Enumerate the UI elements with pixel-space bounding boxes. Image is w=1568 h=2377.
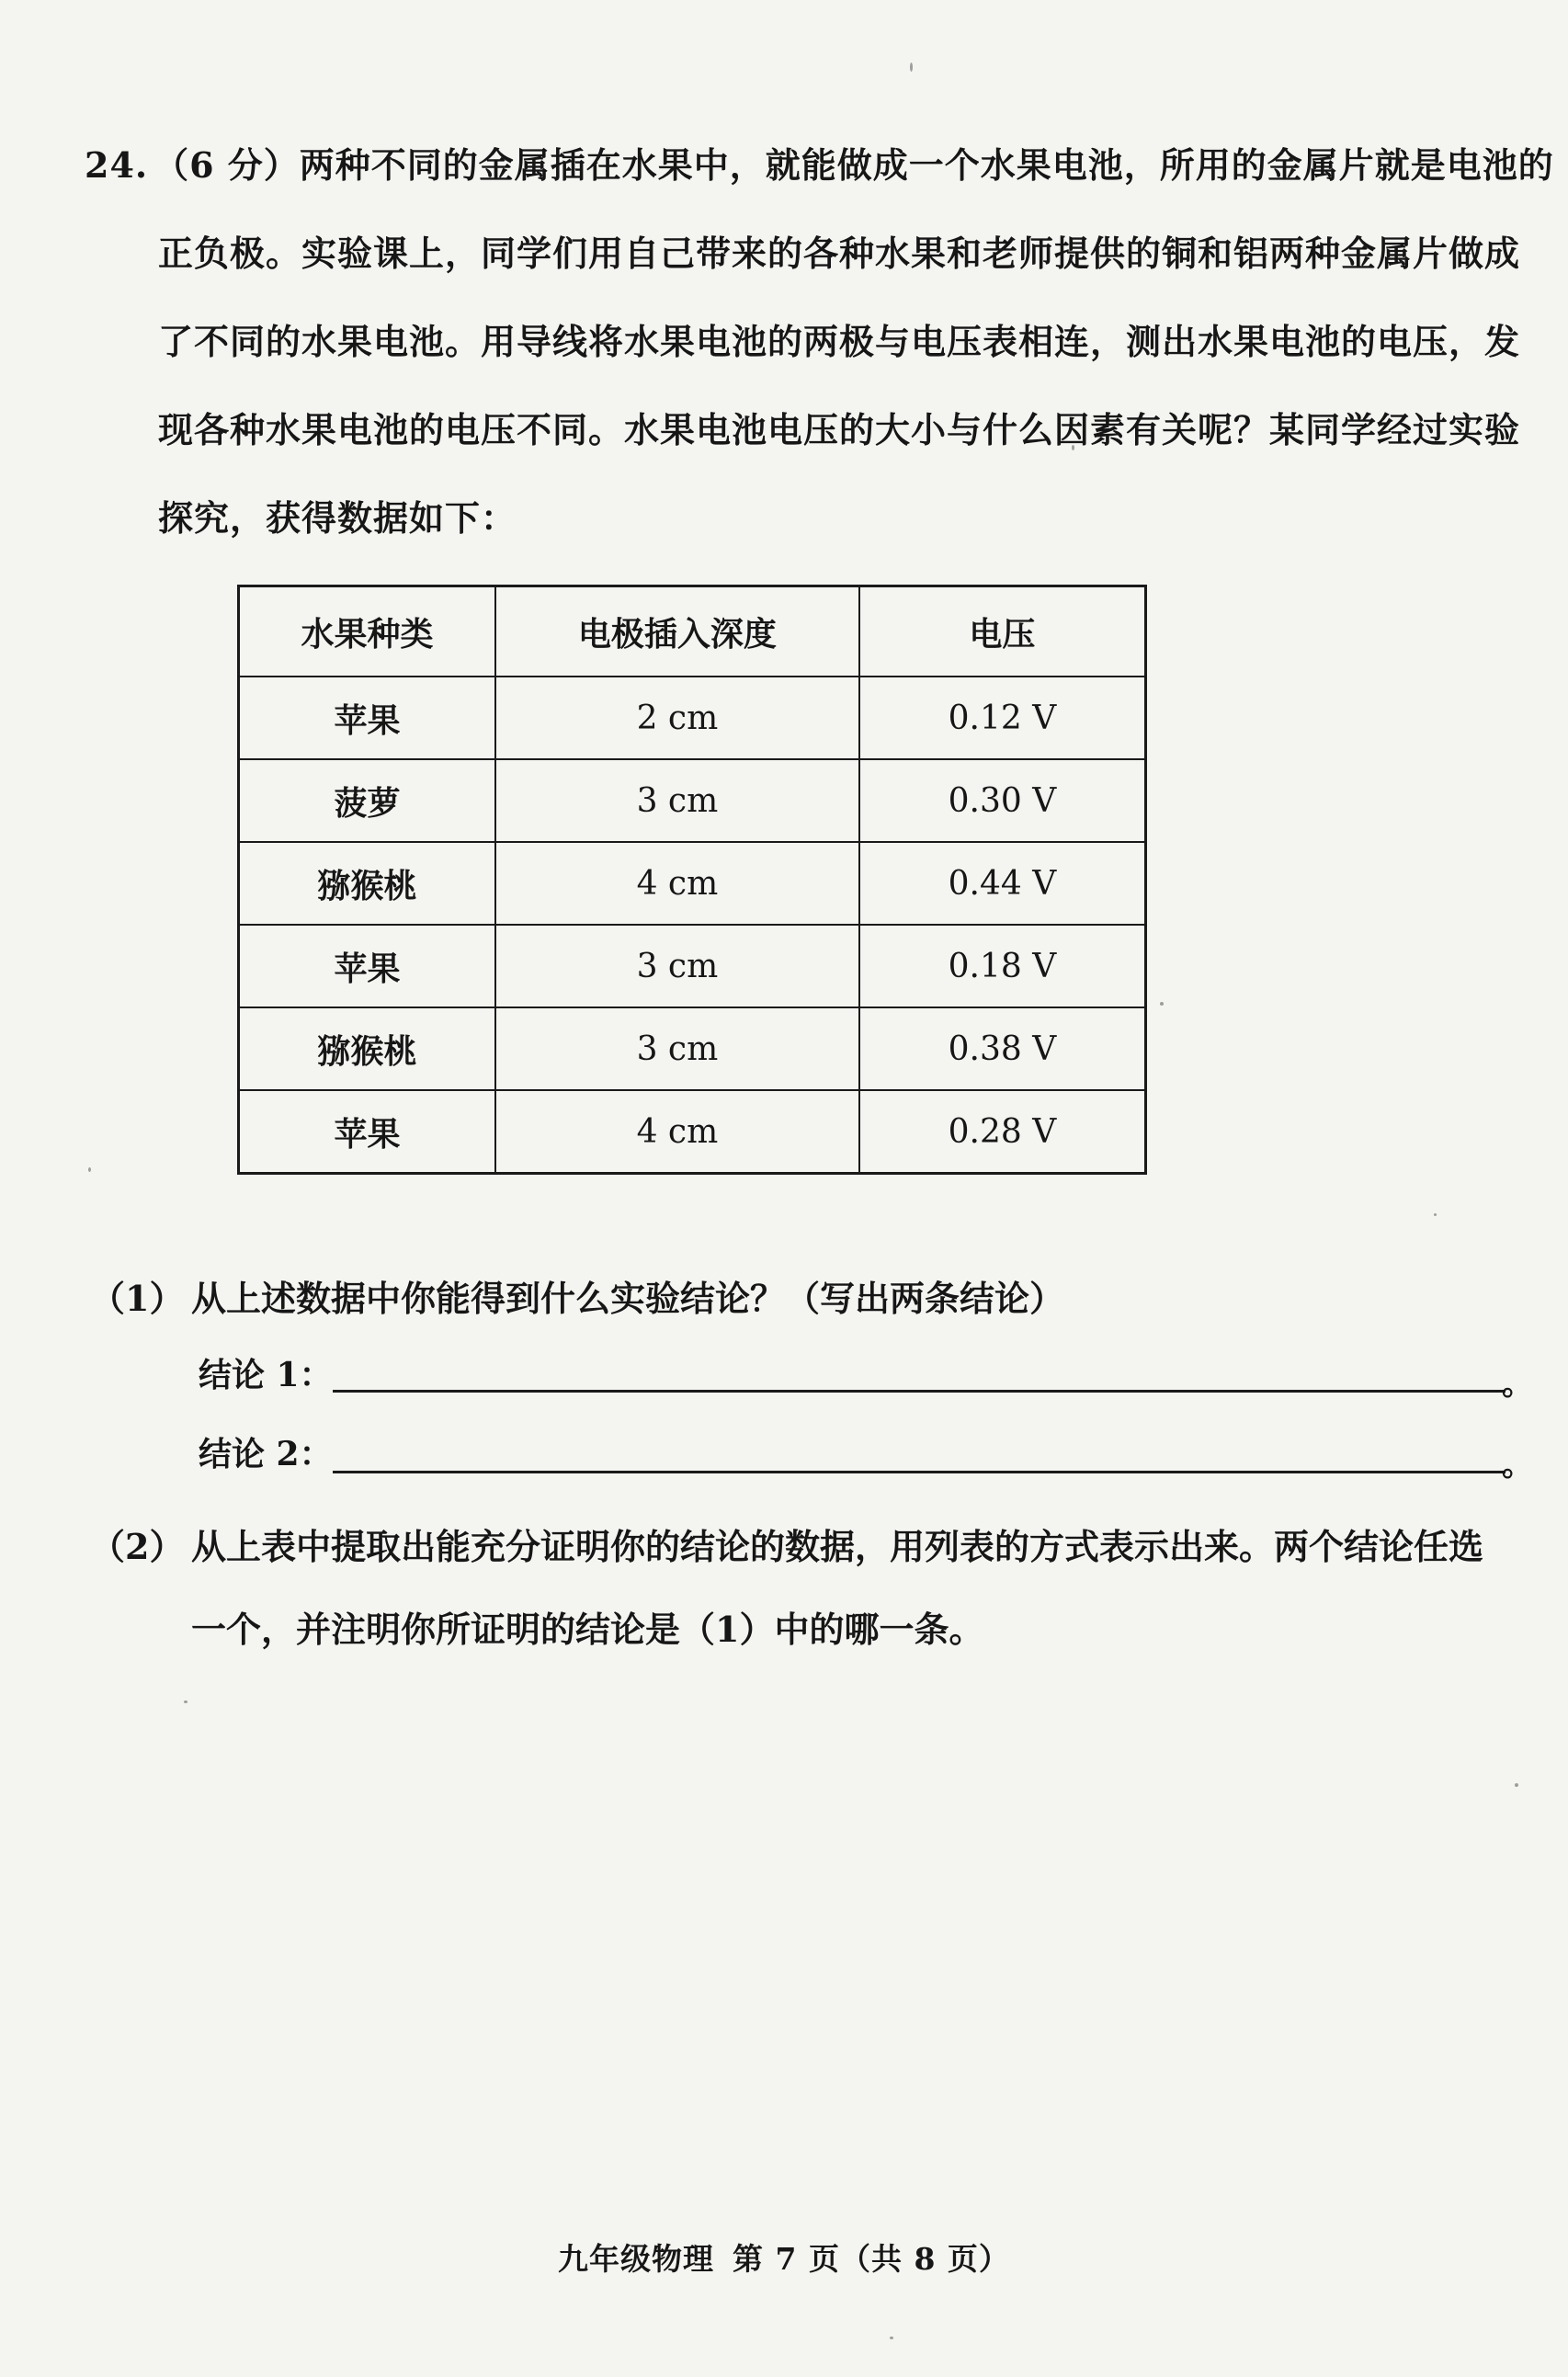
cell-voltage: 0.18 V [859,925,1146,1007]
cell-fruit: 猕猴桃 [239,1007,496,1090]
question-score: （6 分） [153,144,300,186]
question-intro-line: 了不同的水果电池。用导线将水果电池的两极与电压表相连，测出水果电池的电压，发 [158,321,1521,362]
part1-text: 从上述数据中你能得到什么实验结论？（写出两条结论） [191,1278,1065,1319]
part2-question [90,1518,1483,1569]
cell-depth: 3 cm [495,759,859,842]
cell-voltage: 0.30 V [859,759,1146,842]
footer-subject: 九年级物理 [558,2241,715,2277]
table-row [239,1090,1146,1174]
scan-speck [1160,1002,1164,1006]
cell-fruit: 菠萝 [239,759,496,842]
cell-voltage: 0.28 V [859,1090,1146,1174]
conclusion1-answer-line[interactable] [333,1390,1506,1393]
part2-question-continued [191,1601,983,1652]
cell-depth: 4 cm [495,842,859,925]
part2-text-line2: 一个，并注明你所证明的结论是（1）中的哪一条。 [191,1609,984,1650]
part1-marker: （1） [90,1278,185,1319]
cell-fruit: 苹果 [239,925,496,1007]
conclusion2-label: 结论 2： [199,1435,333,1473]
scan-speck [1434,1213,1437,1216]
table-row [239,925,1146,1007]
cell-depth: 3 cm [495,925,859,1007]
cell-voltage: 0.44 V [859,842,1146,925]
table-row [239,677,1146,759]
cell-voltage: 0.38 V [859,1007,1146,1090]
cell-fruit: 猕猴桃 [239,842,496,925]
table-header-row [239,586,1146,677]
cell-depth: 3 cm [495,1007,859,1090]
cell-depth: 2 cm [495,677,859,759]
page-footer [0,2235,1568,2279]
table-row [239,842,1146,925]
question-intro-line: 现各种水果电池的电压不同。水果电池电压的大小与什么因素有关呢？某同学经过实验 [158,409,1521,450]
part2-marker: （2） [90,1526,185,1567]
conclusion1-label: 结论 1： [199,1356,333,1394]
header-electrode-depth: 电极插入深度 [495,586,859,677]
cell-voltage: 0.12 V [859,677,1146,759]
question-first-line [85,121,1554,210]
question-intro-line: 两种不同的金属插在水果中，就能做成一个水果电池，所用的金属片就是电池的 [299,144,1554,186]
cell-depth: 4 cm [495,1090,859,1174]
header-fruit-type: 水果种类 [239,586,496,677]
question-intro-line: 正负极。实验课上，同学们用自己带来的各种水果和老师提供的铜和铝两种金属片做成 [158,233,1521,274]
part1-question [90,1270,1064,1321]
table-row [239,1007,1146,1090]
scan-speck [184,1700,187,1703]
cell-fruit: 苹果 [239,1090,496,1174]
part2-text-line1: 从上表中提取出能充分证明你的结论的数据，用列表的方式表示出来。两个结论任选 [191,1526,1484,1567]
conclusion2-answer-line[interactable] [333,1471,1506,1473]
conclusion1-end-mark: 。 [1502,1366,1533,1403]
question-intro-line: 探究，获得数据如下： [158,497,517,539]
scan-speck [910,63,913,72]
question-stem [85,121,1554,563]
conclusion2-end-mark: 。 [1502,1447,1533,1484]
scan-speck [88,1167,91,1172]
fruit-battery-table [237,585,1147,1175]
cell-fruit: 苹果 [239,677,496,759]
scan-speck [890,2337,893,2339]
header-voltage: 电压 [859,586,1146,677]
footer-page-number: 第 7 页（共 8 页） [733,2241,1010,2277]
table-row [239,759,1146,842]
scan-speck [1515,1783,1518,1787]
question-number: 24. [85,144,149,186]
